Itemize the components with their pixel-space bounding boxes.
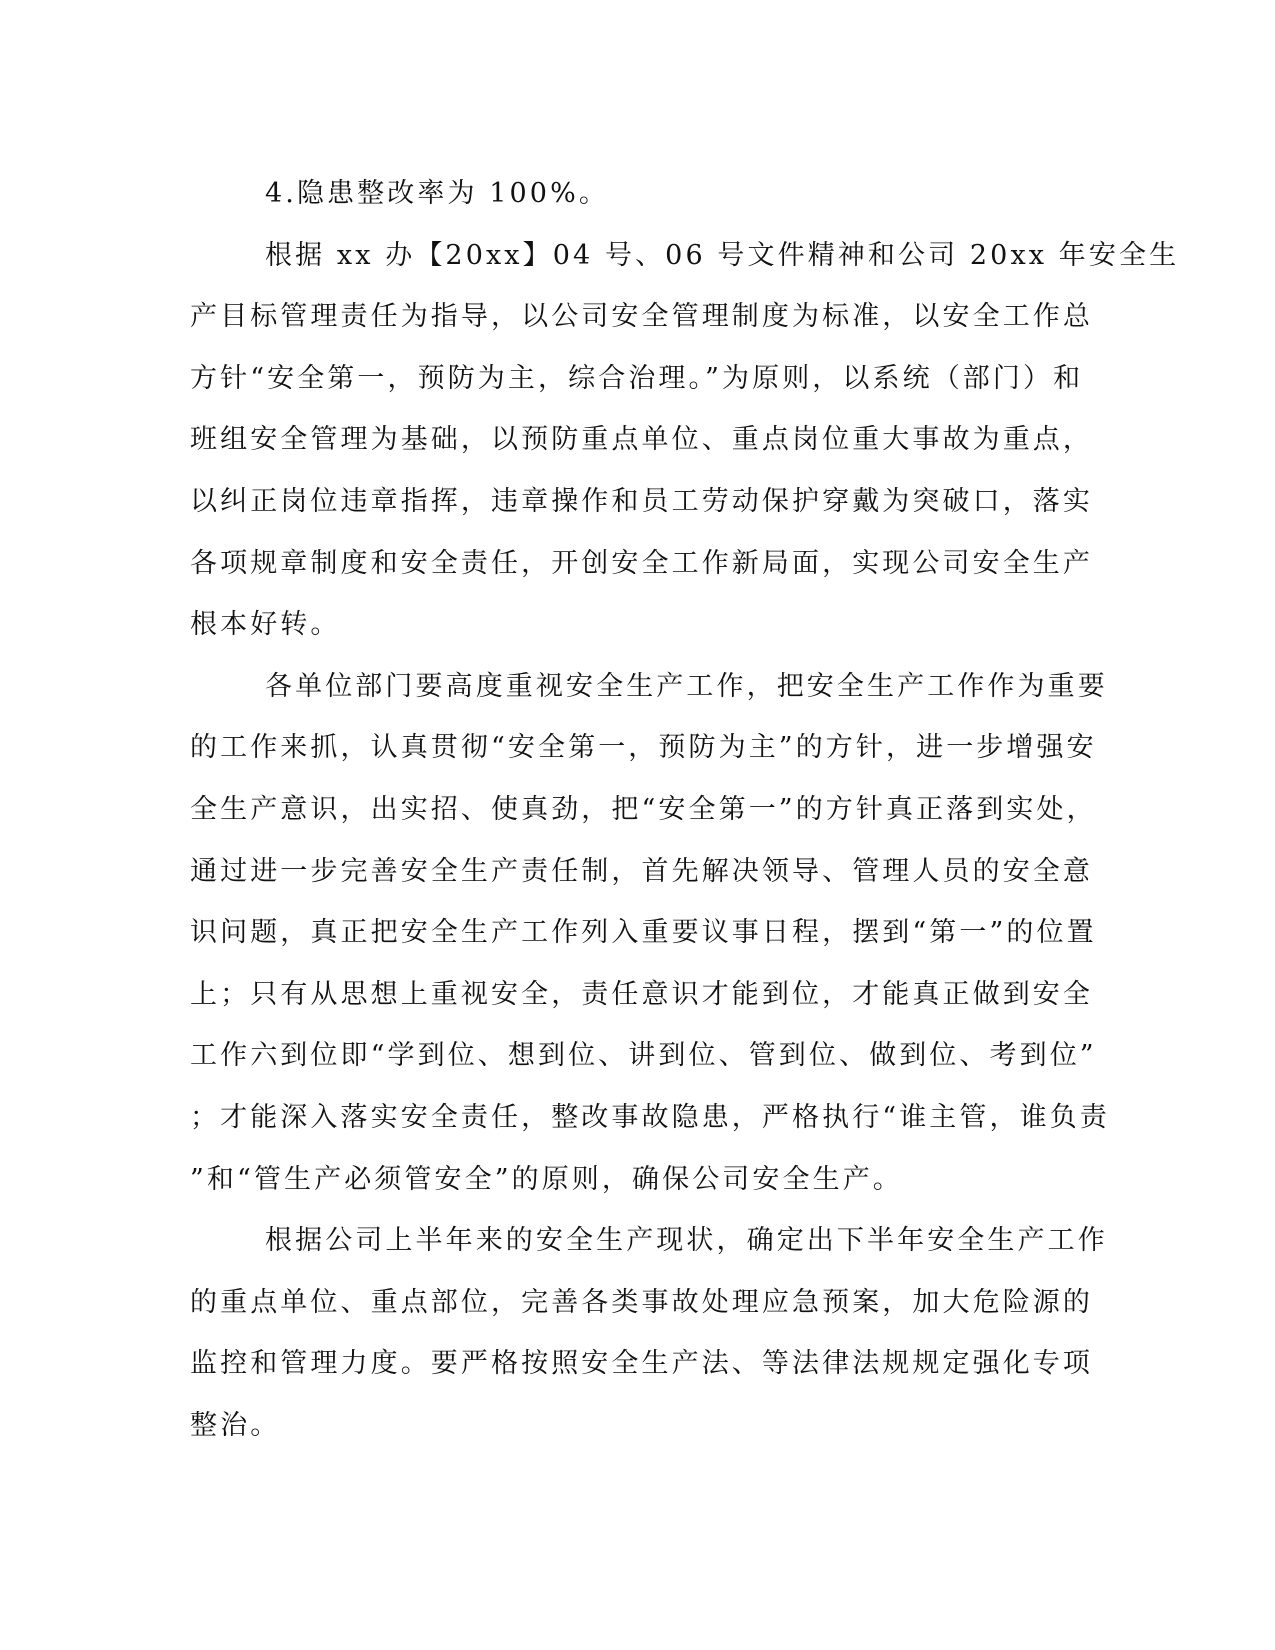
paragraph-line: 的工作来抓，认真贯彻“安全第一，预防为主”的方针，进一步增强安 xyxy=(190,732,1097,764)
paragraph-line: 全生产意识，出实招、使真劲，把“安全第一”的方针真正落到实处， xyxy=(190,793,1097,825)
paragraph-line: 以纠正岗位违章指挥，违章操作和员工劳动保护穿戴为突破口，落实 xyxy=(190,485,1093,517)
paragraph-line: 班组安全管理为基础，以预防重点单位、重点岗位重大事故为重点， xyxy=(190,424,1093,456)
paragraph-line: 的重点单位、重点部位，完善各类事故处理应急预案，加大危险源的 xyxy=(190,1286,1093,1318)
paragraph-first-line: 4.隐患整改率为 100%。 xyxy=(265,178,609,209)
paragraph-first-line: 根据公司上半年来的安全生产现状，确定出下半年安全生产工作 xyxy=(265,1225,1108,1257)
paragraph-line: ；才能深入落实安全责任，整改事故隐患，严格执行“谁主管，谁负责 xyxy=(190,1101,1110,1133)
paragraph-line: 各项规章制度和安全责任，开创安全工作新局面，实现公司安全生产 xyxy=(190,547,1093,579)
paragraph-line: ”和“管生产必须管安全”的原则，确保公司安全生产。 xyxy=(190,1163,903,1195)
paragraph-line: 识问题，真正把安全生产工作列入重要议事日程，摆到“第一”的位置 xyxy=(190,917,1097,949)
paragraph-line: 通过进一步完善安全生产责任制，首先解决领导、管理人员的安全意 xyxy=(190,855,1093,887)
paragraph-line: 方针“安全第一，预防为主，综合治理。”为原则，以系统（部门）和 xyxy=(190,362,1084,394)
paragraph-first-line: 各单位部门要高度重视安全生产工作，把安全生产工作作为重要 xyxy=(265,670,1108,702)
paragraph-line: 监控和管理力度。要严格按照安全生产法、等法律法规规定强化专项 xyxy=(190,1348,1093,1380)
body-text xyxy=(190,163,1180,1456)
paragraph-line: 产目标管理责任为指导，以公司安全管理制度为标准，以安全工作总 xyxy=(190,301,1093,333)
paragraph-line: 根本好转。 xyxy=(190,609,341,641)
paragraph-line: 整治。 xyxy=(190,1409,281,1441)
paragraph-line: 上；只有从思想上重视安全，责任意识才能到位，才能真正做到安全 xyxy=(190,978,1093,1010)
paragraph-line: 工作六到位即“学到位、想到位、讲到位、管到位、做到位、考到位” xyxy=(190,1040,1097,1072)
paragraph-first-line: 根据 xx 办【20xx】04 号、06 号文件精神和公司 20xx 年安全生 xyxy=(265,239,1180,271)
